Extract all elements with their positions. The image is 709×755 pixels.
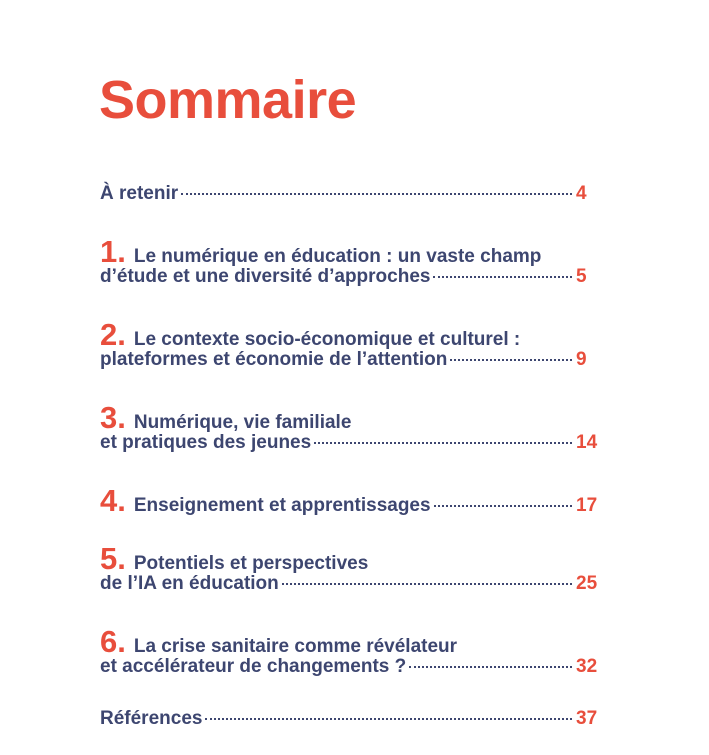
dot-leader [450,359,572,361]
toc-entry-3[interactable] [100,400,600,455]
toc-entry-title-line-1: Potentiels et perspectives [133,553,369,574]
toc-entry-title-line-1: Le contexte socio-économique et culturel : [133,329,521,350]
toc-entry-2[interactable] [100,317,600,372]
toc-section-number: 5. [100,541,126,576]
toc-entry-title: Références [100,708,203,729]
toc-entry-title-line-2: et pratiques des jeunes [100,432,312,453]
dot-leader [282,583,572,585]
toc-page-number: 32 [576,656,598,677]
toc-entry-title-line-2: d’étude et une diversité d’approches [100,266,431,287]
toc-entry-6[interactable] [100,624,600,679]
toc-page-number: 25 [576,573,598,594]
toc-entry-title-line-1: La crise sanitaire comme révélateur [133,636,458,657]
dot-leader [205,718,572,720]
toc-entry-4[interactable] [100,483,600,518]
toc-entry-5[interactable] [100,541,600,596]
toc-page-number: 37 [576,708,598,729]
toc-entry-title-line-2: plateformes et économie de l’attention [100,349,448,370]
dot-leader [314,442,572,444]
toc-section-number: 3. [100,400,126,435]
toc-entry-title: Enseignement et apprentissages [133,495,431,516]
dot-leader [409,666,572,668]
dot-leader [433,276,572,278]
toc-page-number: 14 [576,432,598,453]
page-title: Sommaire [99,70,357,130]
toc-page-number: 5 [576,266,587,287]
toc-section-number: 2. [100,317,126,352]
toc-entry-1[interactable] [100,234,600,289]
dot-leader [181,193,572,195]
toc-entry-references[interactable] [100,706,600,731]
toc-section-number: 4. [100,483,126,518]
dot-leader [434,505,572,507]
toc-entry-title: À retenir [100,183,179,204]
toc-entry-a-retenir[interactable] [100,181,600,206]
toc-page-number: 17 [576,495,598,516]
toc-entry-title-line-1: Le numérique en éducation : un vaste champ [133,246,542,267]
toc-page-number: 4 [576,183,587,204]
toc-section-number: 1. [100,234,126,269]
toc-entry-title-line-2: de l’IA en éducation [100,573,279,594]
toc-entry-title-line-2: et accélérateur de changements ? [100,656,407,677]
toc-entry-title-line-1: Numérique, vie familiale [133,412,352,433]
toc-page-number: 9 [576,349,587,370]
toc-section-number: 6. [100,624,126,659]
